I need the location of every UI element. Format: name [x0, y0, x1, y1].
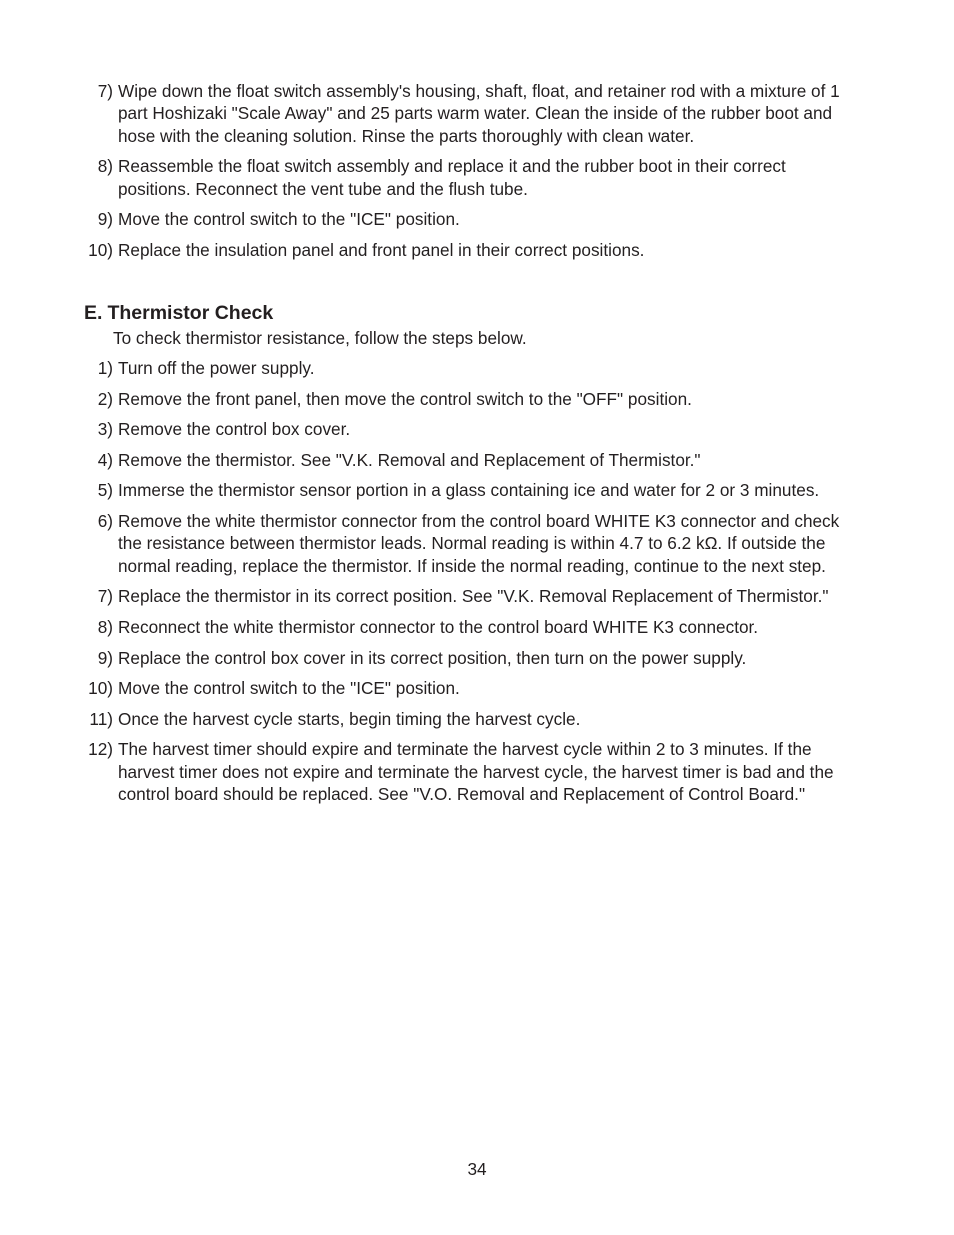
step-number: 10) — [88, 240, 113, 260]
step-number: 8) — [97, 156, 113, 177]
list-item — [84, 738, 854, 805]
list-item — [84, 239, 854, 261]
step-number: 11) — [89, 708, 113, 729]
list-item — [84, 449, 854, 471]
step-text: Reassemble the float switch assembly and replace it and the rubber boot in their correct positions. Reconnect the vent tube and the flush tube. — [118, 156, 786, 199]
list-item — [84, 647, 854, 669]
section-title: Thermistor Check — [107, 302, 274, 324]
list-item — [84, 418, 854, 440]
step-text: Wipe down the float switch assembly's housing, shaft, float, and retainer rod with a mixture of 1 part Hoshizaki "Scale Away" and 25 parts warm water. Clean the inside of the rubber boot and hose with the cleaning solution. Rinse the parts thoroughly with clean water. — [118, 81, 840, 146]
step-text: Replace the insulation panel and front panel in their correct positions. — [118, 240, 645, 260]
list-item — [84, 388, 854, 410]
list-item — [84, 357, 854, 379]
step-text: The harvest timer should expire and terminate the harvest cycle within 2 to 3 minutes. If the harvest timer does not expire and terminate the harvest cycle, the harvest timer is bad and the control board should be replaced. See "V.O. Removal and Replacement of Control Board." — [118, 739, 834, 805]
step-text: Move the control switch to the "ICE" position. — [118, 678, 460, 699]
step-text: Replace the thermistor in its correct position. See "V.K. Removal Replacement of Thermistor." — [118, 586, 829, 607]
step-number: 9) — [97, 209, 113, 230]
list-item — [84, 708, 854, 730]
list-item — [84, 616, 854, 638]
step-number: 6) — [97, 510, 113, 531]
step-text: Replace the control box cover in its correct position, then turn on the power supply. — [118, 647, 747, 668]
step-text: Immerse the thermistor sensor portion in a glass containing ice and water for 2 or 3 minutes. — [118, 480, 820, 501]
step-text: Remove the thermistor. See "V.K. Removal and Replacement of Thermistor." — [118, 449, 701, 470]
step-text: Once the harvest cycle starts, begin timing the harvest cycle. — [118, 708, 581, 729]
step-number: 8) — [97, 616, 113, 637]
previous-procedure-steps — [84, 80, 854, 270]
step-text: Remove the white thermistor connector from the control board WHITE K3 connector and check the resistance between thermistor leads. Normal reading is within 4.7 to 6.2 kΩ. If outside the normal reading, replace the thermistor. If inside the normal reading, continue to the next step. — [118, 510, 840, 576]
step-number: 5) — [97, 480, 113, 501]
list-item — [84, 208, 854, 230]
list-item — [84, 510, 854, 577]
step-text: Reconnect the white thermistor connector to the control board WHITE K3 connector. — [118, 616, 759, 637]
list-item — [84, 80, 854, 147]
step-number: 12) — [88, 739, 113, 760]
step-number: 9) — [97, 647, 113, 668]
step-number: 3) — [97, 419, 113, 440]
list-item — [84, 479, 854, 501]
list-item — [84, 677, 854, 699]
thermistor-check-steps — [84, 357, 854, 814]
step-text: Remove the control box cover. — [118, 419, 351, 440]
section-letter: E. — [84, 302, 103, 324]
step-number: 7) — [97, 81, 113, 101]
step-text: Move the control switch to the "ICE" position. — [118, 209, 460, 230]
step-text: Turn off the power supply. — [118, 358, 315, 378]
section-intro: To check thermistor resistance, follow the steps below. — [113, 328, 527, 348]
list-item — [84, 155, 854, 200]
step-text: Remove the front panel, then move the control switch to the "OFF" position. — [118, 388, 692, 409]
step-number: 2) — [97, 388, 113, 409]
step-number: 7) — [97, 586, 113, 607]
list-item — [84, 585, 854, 607]
page-number: 34 — [467, 1159, 487, 1179]
section-heading — [84, 301, 273, 325]
step-number: 1) — [97, 358, 113, 378]
step-number: 10) — [88, 678, 113, 699]
step-number: 4) — [97, 449, 113, 470]
